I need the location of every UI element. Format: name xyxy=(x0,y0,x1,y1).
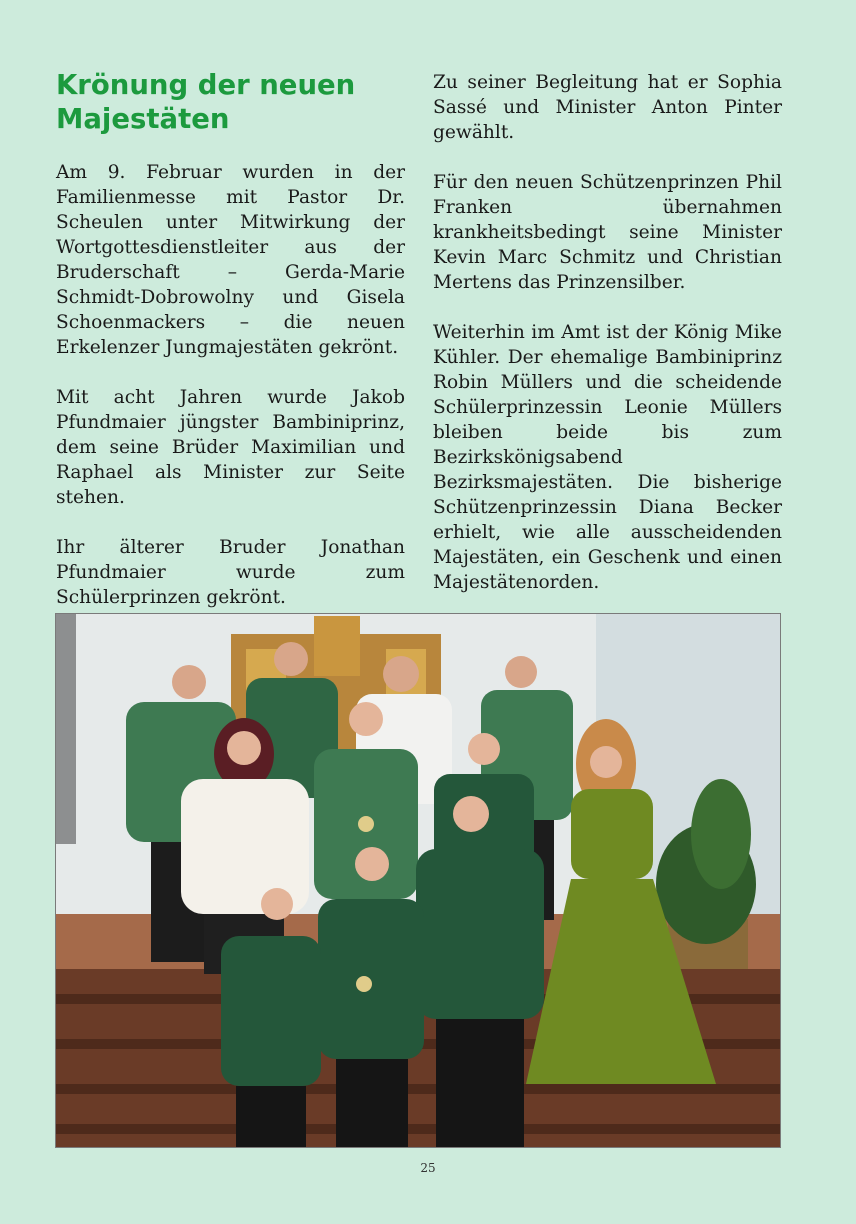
paragraph-3: Ihr älterer Bruder Jonathan Pfundmaier wurde zum Schülerprinzen gekrönt. xyxy=(56,537,405,608)
paragraph-2: Mit acht Jahren wurde Jakob Pfundmaier jüngster Bambiniprinz, dem seine Brüder Maximilian und Raphael als Minister zur Seite stehen. xyxy=(56,387,405,508)
paragraph-1: Am 9. Februar wurden in der Familienmesse mit Pastor Dr. Scheulen unter Mitwirkung der Wortgottesdienstleiter aus der Bruderschaft – Gerda-Marie Schmidt-Dobrowolny und Gisela Schoenmackers – die neuen Erkelenzer Jungmajestäten gekrönt. xyxy=(56,162,405,358)
group-photo-illustration xyxy=(56,614,780,1147)
paragraph-4: Zu seiner Begleitung hat er Sophia Sassé und Minister Anton Pinter gewählt. xyxy=(433,72,782,143)
group-photo xyxy=(55,613,781,1148)
right-column xyxy=(433,70,782,620)
paragraph-6: Weiterhin im Amt ist der König Mike Kühler. Der ehemalige Bambiniprinz Robin Müllers und die scheidende Schülerprinzessin Leonie Müllers bleiben beide bis zum Bezirkskönigsabend Bezirksmajestäten. Die bisherige Schützenprinzessin Diana Becker erhielt, wie alle ausscheidenden Majestäten, ein Geschenk und einen Majestätenorden. xyxy=(433,322,782,593)
left-column xyxy=(56,68,405,635)
paragraph-5: Für den neuen Schützenprinzen Phil Franken übernahmen krankheitsbedingt seine Minister Kevin Marc Schmitz und Christian Mertens das Prinzensilber. xyxy=(433,172,782,293)
article-title: Krönung der neuen Majestäten xyxy=(56,69,356,135)
page-number: 25 xyxy=(420,1161,436,1175)
